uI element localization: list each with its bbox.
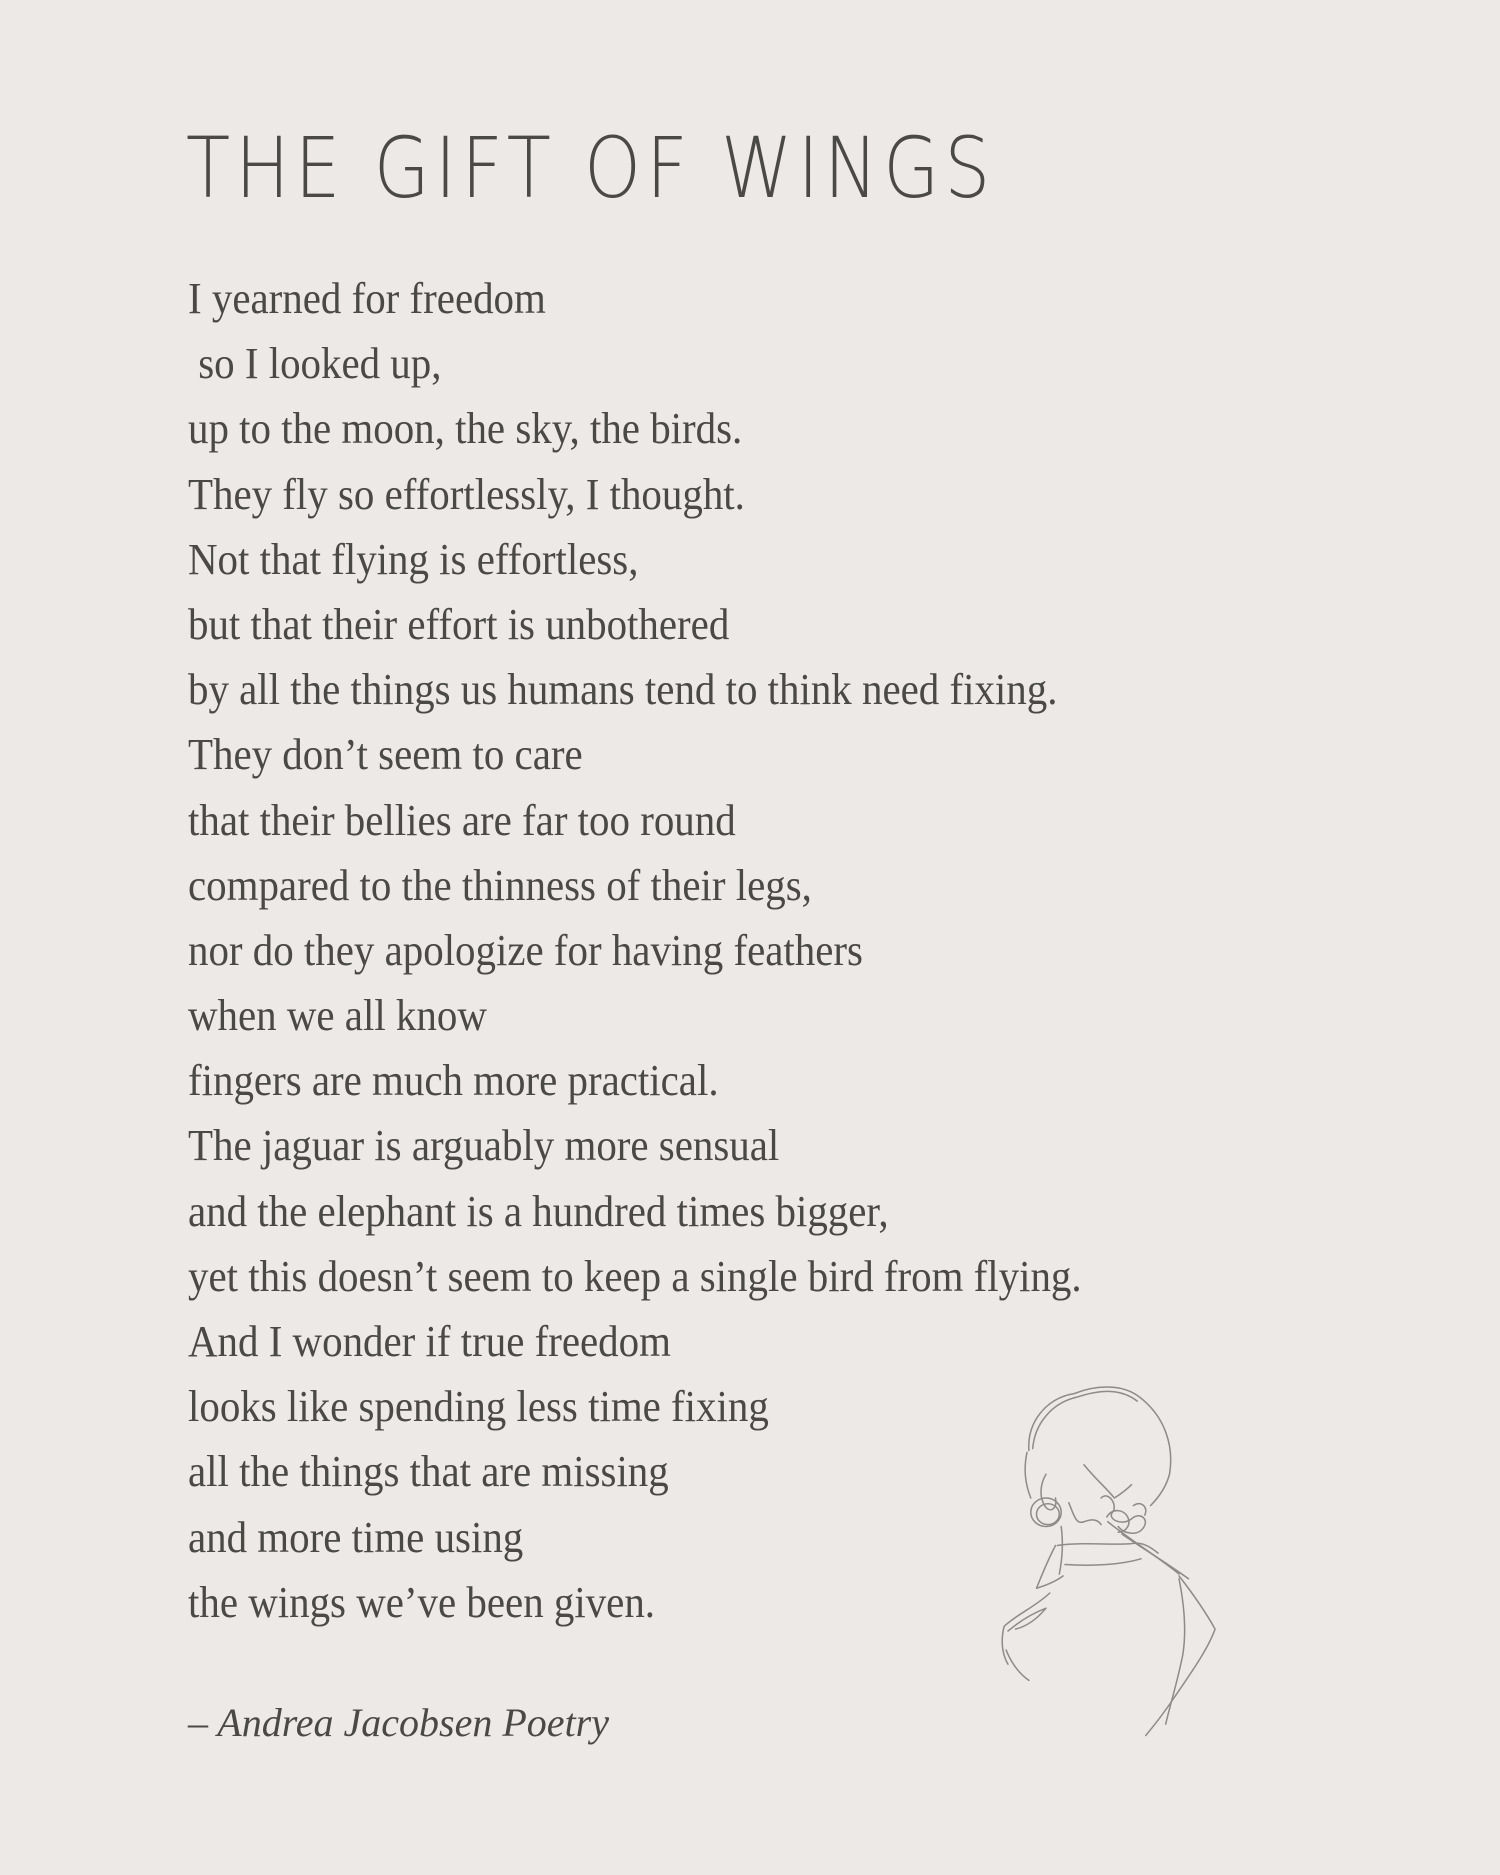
poem-title: THE GIFT OF WINGS <box>186 119 996 217</box>
woman-back-line-drawing-icon <box>985 1365 1240 1745</box>
poem-line: compared to the thinness of their legs, <box>188 860 812 910</box>
poem-line: nor do they apologize for having feathers <box>188 925 863 975</box>
poem-line: fingers are much more practical. <box>188 1056 719 1106</box>
poem-line: And I wonder if true freedom <box>188 1317 671 1366</box>
poem-line: yet this doesn’t seem to keep a single bird from flying. <box>188 1251 1082 1301</box>
poem-line: and more time using <box>188 1512 524 1562</box>
poem-attribution: – Andrea Jacobsen Poetry <box>188 1700 609 1745</box>
poem-line: all the things that are missing <box>188 1447 669 1497</box>
poem-line: The jaguar is arguably more sensual <box>188 1121 780 1171</box>
poem-line: They don’t seem to care <box>188 730 583 780</box>
poem-line: and the elephant is a hundred times bigger, <box>188 1186 889 1236</box>
poem-line: They fly so effortlessly, I thought. <box>188 469 745 519</box>
poem-line: Not that flying is effortless, <box>188 534 639 584</box>
poem-line: I yearned for freedom <box>188 274 546 323</box>
poem-line: but that their effort is unbothered <box>188 599 730 649</box>
poem-line: when we all know <box>188 991 487 1041</box>
poem-line: up to the moon, the sky, the birds. <box>188 404 743 454</box>
poem-line: that their bellies are far too round <box>188 795 736 845</box>
poem-line: looks like spending less time fixing <box>188 1382 769 1432</box>
poem-line: so I looked up, <box>188 339 442 389</box>
poem-line: the wings we’ve been given. <box>188 1577 656 1627</box>
poem-line: by all the things us humans tend to think need fixing. <box>188 665 1058 715</box>
